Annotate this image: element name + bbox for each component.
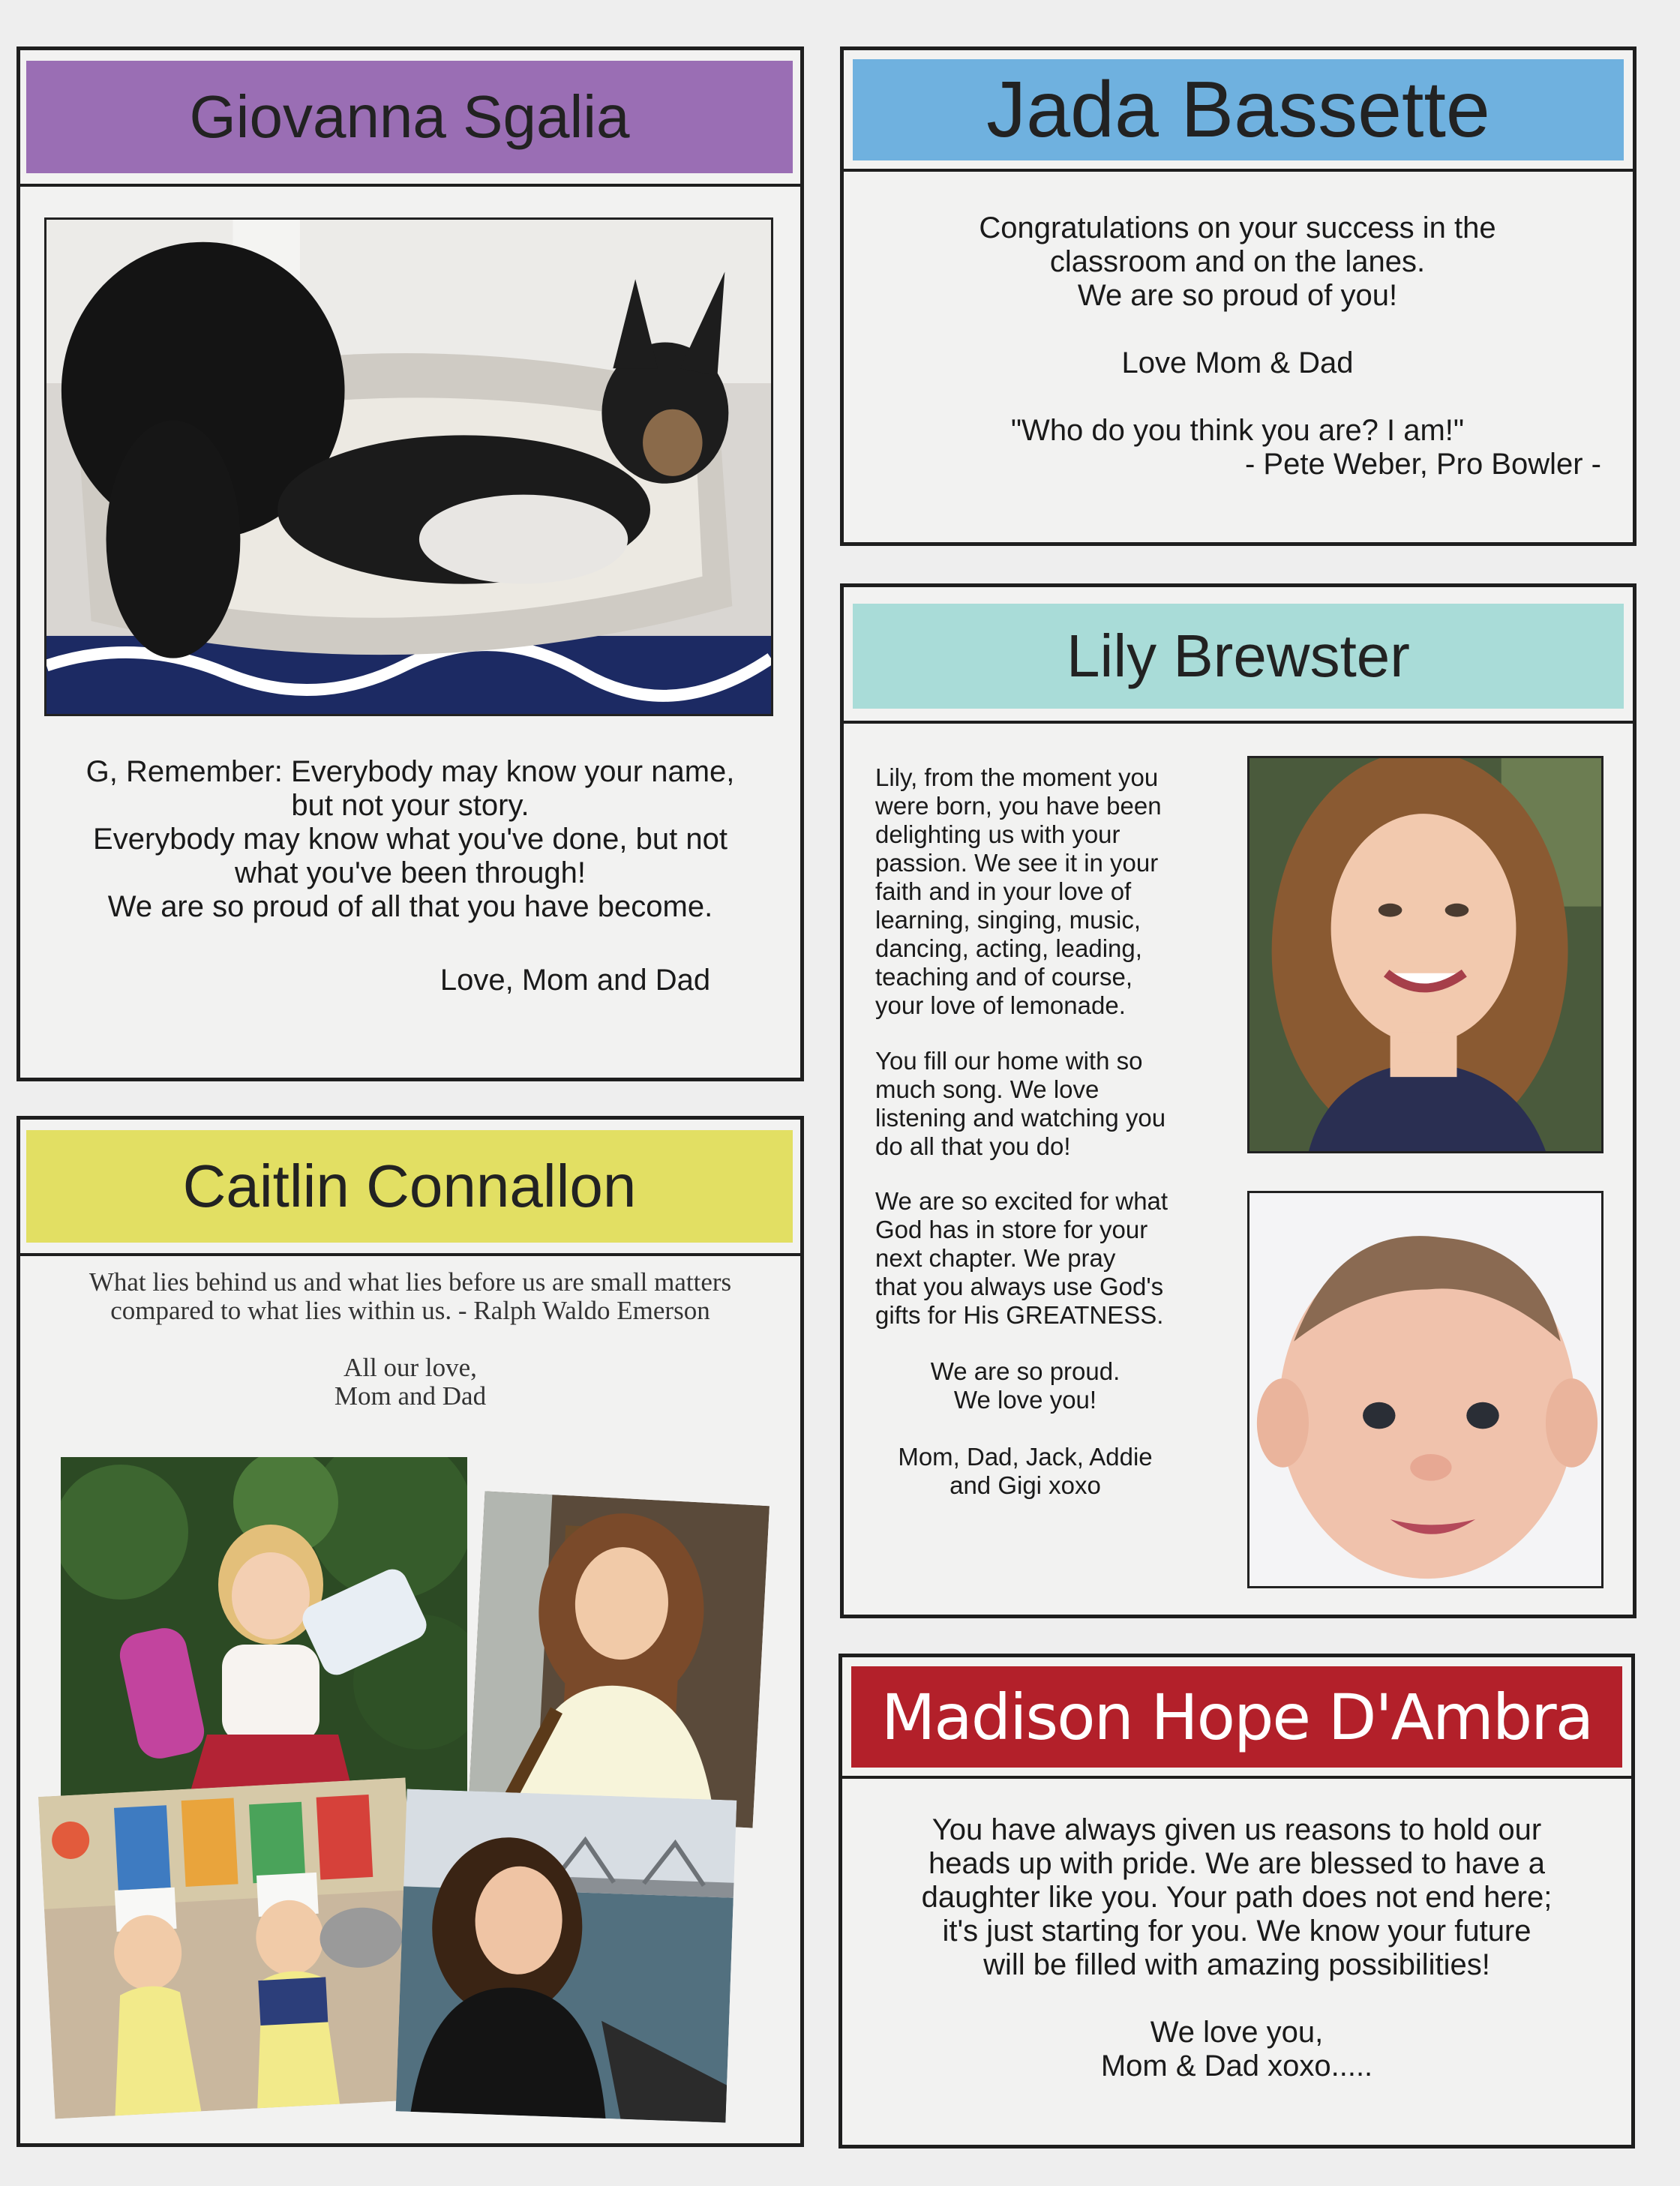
jada-ad-panel: [840, 46, 1636, 546]
madison-message: You have always given us reasons to hold our heads up with pride. We are blessed to have a daughter like you. Your path does not end here; it's just starting for you. We know your future will be filled with amazing possibilities! We love you, Mom & Dad xoxo.....: [921, 1813, 1552, 2083]
jada-quote-line1: "Who do you think you are? I am!": [1010, 414, 1465, 447]
caitlin-photo-waterfront: [396, 1789, 737, 2122]
lily-ad-panel: [840, 583, 1636, 1618]
giovanna-ad-panel: [16, 46, 804, 1081]
madison-name-banner: [851, 1666, 1622, 1768]
caitlin-ad-panel: [16, 1116, 804, 2147]
lily-baby-photo: [1247, 1191, 1604, 1588]
giovanna-message: G, Remember: Everybody may know your name, but not your story. Everybody may know what you've done, but not what you've been through! We are so proud of all that you have become.: [86, 755, 735, 923]
madison-name: Madison Hope D'Ambra: [880, 1680, 1593, 1754]
caitlin-photo-chefs: [38, 1777, 422, 2119]
caitlin-photo-toddler: [61, 1457, 467, 1825]
lily-closing: We are so proud. We love you! Mom, Dad, Jack, Addie and Gigi xoxo: [898, 1357, 1153, 1499]
giovanna-name: Giovanna Sgalia: [189, 83, 630, 150]
caitlin-name: Caitlin Connallon: [182, 1153, 637, 1219]
jada-name-banner: [853, 59, 1624, 160]
lily-name-banner: [853, 604, 1624, 709]
jada-quote-line2: - Pete Weber, Pro Bowler -: [1245, 448, 1601, 481]
giovanna-dogs-photo: [44, 217, 773, 716]
giovanna-name-banner: [26, 61, 793, 173]
jada-name: Jada Bassette: [986, 65, 1490, 154]
lily-senior-portrait: [1247, 756, 1604, 1153]
lily-para-1: Lily, from the moment you were born, you have been delighting us with your passion. We see it in your faith and in your love of learning, singing, music, dancing, acting, leading, teaching and of course, your love of lemonade.: [875, 763, 1162, 1019]
giovanna-signature: Love, Mom and Dad: [440, 964, 711, 997]
lily-para-3: We are so excited for what God has in store for your next chapter. We pray that you always use God's gifts for His GREATNESS.: [875, 1187, 1168, 1329]
lily-para-2: You fill our home with so much song. We love listening and watching you do all that you do!: [875, 1047, 1166, 1160]
lily-name: Lily Brewster: [1066, 622, 1410, 689]
caitlin-quote: What lies behind us and what lies before us are small matters compared to what lies within us. - Ralph Waldo Emerson: [88, 1267, 732, 1325]
caitlin-name-banner: [26, 1130, 793, 1243]
caitlin-signature: All our love, Mom and Dad: [334, 1353, 487, 1411]
jada-message: Congratulations on your success in the classroom and on the lanes. We are so proud of you! Love Mom & Dad: [979, 211, 1496, 379]
caitlin-photo-student: [468, 1491, 770, 1828]
madison-ad-panel: [838, 1654, 1635, 2149]
